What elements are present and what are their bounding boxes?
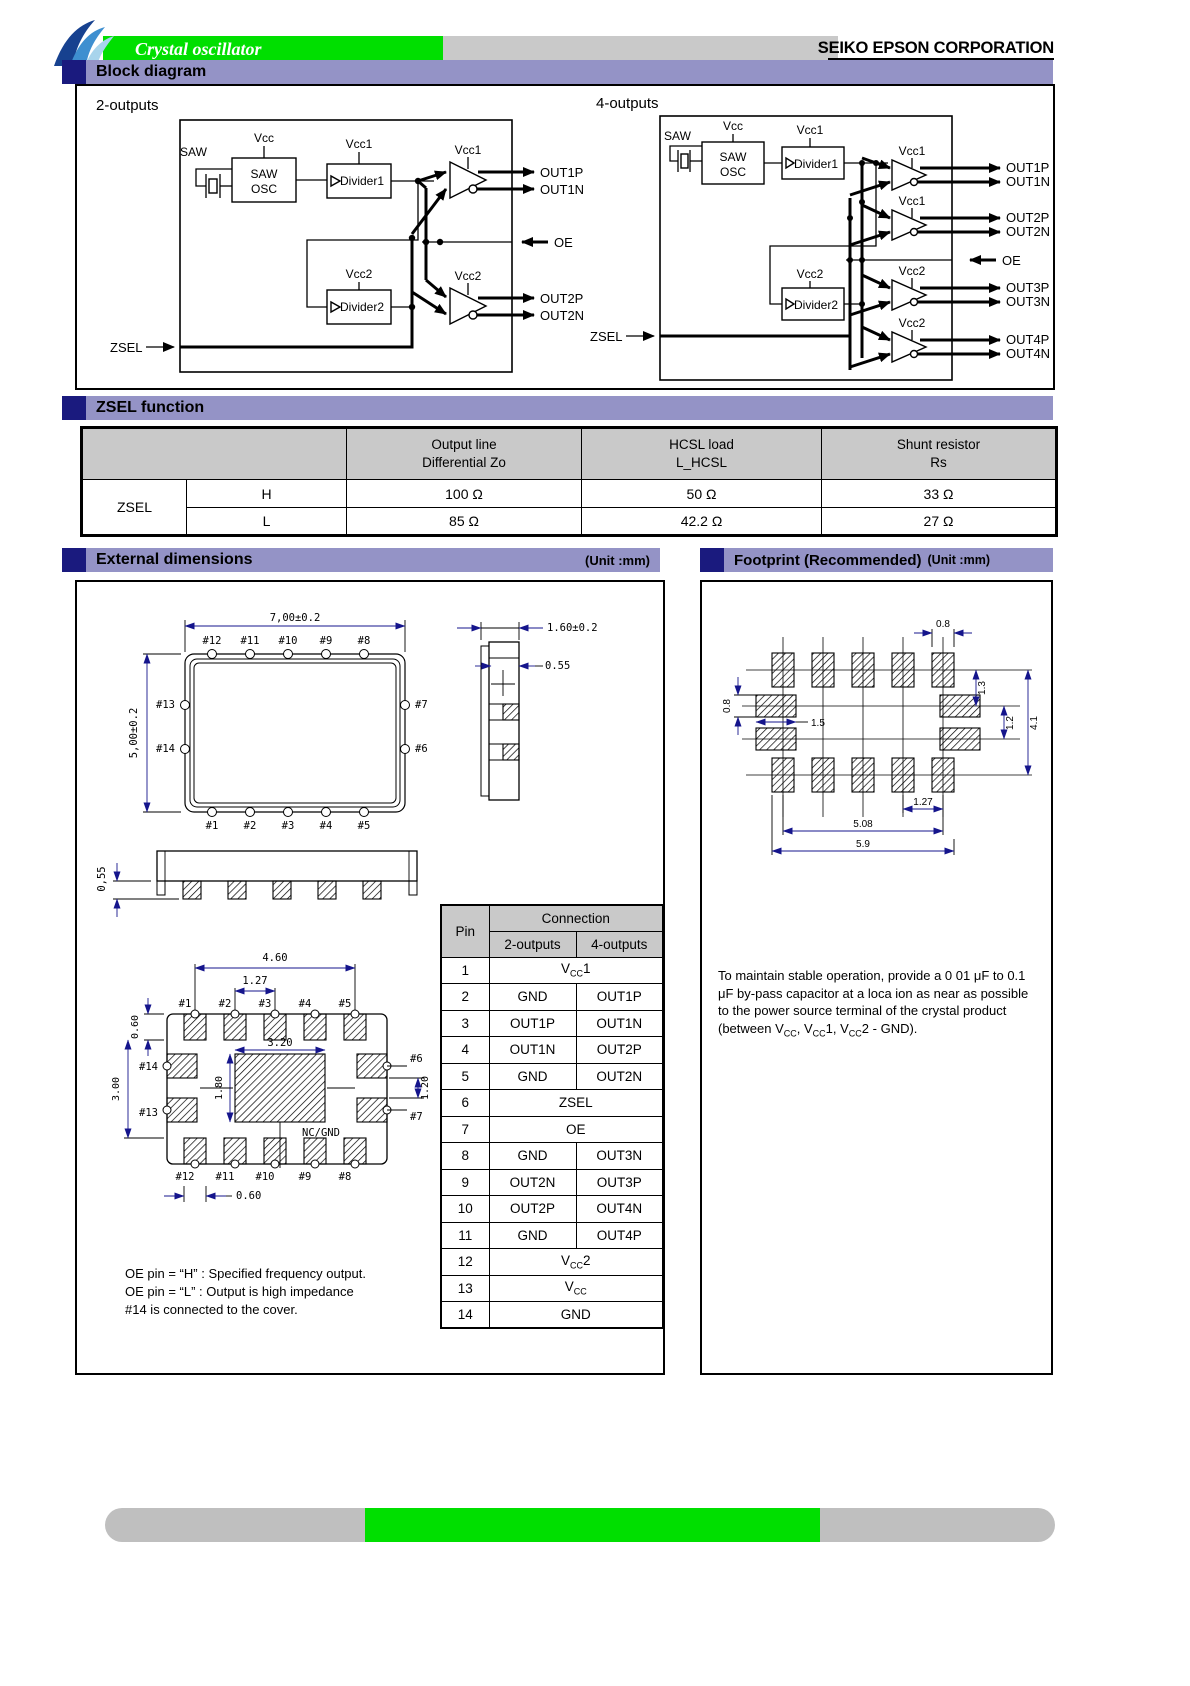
pin-connection-shared: GND [489, 1302, 663, 1329]
company-name: SEIKO EPSON CORPORATION [828, 30, 1054, 60]
pin-connection-shared: $V_{CC}2$ [489, 1249, 663, 1276]
pin-connection-4out: OUT2P [576, 1037, 663, 1064]
pin-label: #2 [243, 820, 257, 832]
pin-connection-4out: OUT3P [576, 1169, 663, 1196]
vcc2-label: Vcc2 [345, 267, 373, 281]
note-line: OE pin = “H” : Specified frequency output. [125, 1266, 366, 1281]
pin-table-row [441, 1010, 663, 1037]
pin-connection-shared: $V_{CC}$ [489, 1275, 663, 1302]
dim-label: 1.3 [977, 681, 988, 695]
pin-connection-2out: OUT2N [489, 1169, 576, 1196]
output-buffer1 [892, 144, 1050, 190]
pin-label: #3 [258, 998, 272, 1010]
package-side-view-drawing [447, 600, 647, 840]
vcc1-label: Vcc1 [345, 137, 373, 151]
pin-connection-4out: OUT1N [576, 1010, 663, 1037]
zsel-label: ZSEL [590, 329, 623, 344]
zsel-row-label: ZSEL [82, 480, 187, 536]
pin-label: #9 [319, 635, 333, 647]
block-diagram-panel [75, 84, 1055, 390]
unit-label: (Unit :mm) [927, 553, 990, 567]
section-bar-block-diagram [62, 60, 1053, 84]
saw-crystal-icon [670, 146, 702, 172]
pin-table-row [441, 1143, 663, 1170]
pin-number: 10 [441, 1196, 489, 1223]
dim-label: 5.08 [853, 819, 873, 830]
pin-connection-shared: OE [489, 1116, 663, 1143]
section-bar-zsel-function [62, 396, 1053, 420]
dim-label: 1.80 [214, 1075, 225, 1101]
zsel-rs-value: 33 Ω [822, 480, 1057, 508]
pin-connection-2out: GND [489, 1063, 576, 1090]
unit-label: (Unit :mm) [585, 552, 650, 568]
pin-number: 1 [441, 957, 489, 984]
section-square-icon [62, 548, 86, 572]
saw-label: SAW [180, 145, 207, 159]
dim-label: 5.9 [856, 839, 870, 850]
dim-label: 1.27 [913, 797, 933, 808]
package-edge-notches [181, 650, 410, 817]
pin-table-row [441, 984, 663, 1011]
zsel-label: ZSEL [110, 340, 143, 355]
pin-label: #5 [338, 998, 352, 1010]
pin-connection-4out: OUT4P [576, 1222, 663, 1249]
pin-table-row [441, 1090, 663, 1117]
out2p-label: OUT2P [540, 291, 584, 306]
pin-number: 8 [441, 1143, 489, 1170]
pin-number: 7 [441, 1116, 489, 1143]
zsel-rs-value: 27 Ω [822, 508, 1057, 536]
footer-green-section [365, 1508, 820, 1542]
col-header-pin: Pin [441, 905, 489, 957]
pin-label: #6 [410, 1053, 423, 1065]
pin-label: #14 [139, 1061, 158, 1073]
col-header-4outputs: 4-outputs [576, 931, 663, 957]
dim-label: 0.8 [936, 619, 950, 630]
product-title: Crystal oscillator [135, 38, 262, 59]
saw-osc-label: SAW [719, 150, 747, 164]
section-title: Footprint (Recommended) [734, 551, 922, 569]
header-brand-bar [103, 36, 443, 62]
saw-osc-label: OSC [250, 182, 278, 196]
pin-table-row [441, 1196, 663, 1223]
out1p-label: OUT1P [540, 165, 584, 180]
buffer-vcc-label: Vcc2 [898, 264, 926, 278]
divider1-label: Divider1 [339, 174, 385, 188]
pin-number: 14 [441, 1302, 489, 1329]
section-title: Block diagram [96, 63, 207, 80]
package-top-view-drawing [97, 608, 442, 843]
center-pad-label: NC/GND [302, 1127, 340, 1139]
note-line: OE pin = “L” : Output is high impedance [125, 1284, 354, 1300]
divider1-label: Divider1 [793, 157, 839, 171]
vcc-label: Vcc [722, 119, 744, 133]
pin-connection-4out: OUT4N [576, 1196, 663, 1223]
zsel-zo-value: 85 Ω [347, 508, 582, 536]
dim-label: 1.27 [242, 975, 268, 987]
out4n-label: OUT4N [1006, 346, 1051, 361]
pin-connection-shared: ZSEL [489, 1090, 663, 1117]
zsel-level: L [187, 508, 347, 536]
pin-table-row [441, 1037, 663, 1064]
zsel-load-value: 50 Ω [582, 480, 822, 508]
dim-label: 0.55 [545, 660, 571, 672]
divider2-label: Divider2 [793, 298, 839, 312]
footprint-drawing [708, 617, 1048, 927]
col-header-2outputs: 2-outputs [489, 931, 576, 957]
pin-label: #8 [357, 635, 371, 647]
pin-label: #4 [298, 998, 312, 1010]
pin-table-row [441, 1169, 663, 1196]
out3p-label: OUT3P [1006, 280, 1050, 295]
buffer-vcc-label: Vcc1 [898, 194, 926, 208]
dim-label: 3.00 [111, 1076, 122, 1102]
section-square-icon [700, 548, 724, 572]
oe-notes [125, 1265, 366, 1320]
pin-label: #11 [240, 635, 260, 647]
pin-connection-2out: GND [489, 1222, 576, 1249]
section-title: External dimensions [96, 551, 253, 568]
pin-label: #4 [319, 820, 333, 832]
pin-label: #5 [357, 820, 371, 832]
dim-label: 0.8 [722, 699, 733, 713]
pin-label: #8 [338, 1171, 352, 1183]
dim-label: 0,55 [96, 866, 108, 892]
pin-number: 9 [441, 1169, 489, 1196]
signal-crossover-wires [180, 172, 446, 347]
buffer2-vcc-label: Vcc2 [454, 269, 482, 283]
pin-number: 13 [441, 1275, 489, 1302]
dim-label: 5,00±0.2 [128, 707, 140, 759]
block-diagram-4-outputs [582, 90, 1052, 390]
bypass-capacitor-note: To maintain stable operation, provide a 0 01 μF to 0.1 μF by-pass capacitor at a loca ion as near as possible to the power source terminal of the crystal product (between $V_{CC}$, $V_{CC}1$, $V_{CC}2 - GND$). [718, 968, 1029, 1039]
buffer-vcc-label: Vcc1 [898, 144, 926, 158]
pin-label: #1 [178, 998, 192, 1010]
divider2-label: Divider2 [339, 300, 385, 314]
dim-label: 1.60±0.2 [547, 622, 598, 634]
pin-label: #7 [415, 699, 428, 711]
pin-connection-2out: OUT1P [489, 1010, 576, 1037]
pin-connection-shared: $V_{CC}1$ [489, 957, 663, 984]
out2n-label: OUT2N [540, 308, 585, 323]
dim-label: 1.2 [1005, 716, 1016, 730]
vcc2-label: Vcc2 [796, 267, 824, 281]
oe-label: OE [554, 235, 573, 250]
pin-connection-2out: OUT2P [489, 1196, 576, 1223]
saw-crystal-icon [196, 169, 232, 198]
pin-number: 2 [441, 984, 489, 1011]
pin-number: 12 [441, 1249, 489, 1276]
pin-label: #13 [156, 699, 175, 711]
pin-label: #12 [175, 1171, 195, 1183]
pin-label: #11 [215, 1171, 235, 1183]
col-header-hcsl-load: HCSL load L_HCSL [582, 428, 822, 480]
pin-connection-4out: OUT2N [576, 1063, 663, 1090]
pin-connection-table [440, 904, 664, 1329]
section-square-icon [62, 60, 86, 84]
pin-table-row [441, 1063, 663, 1090]
pin-connection-2out: GND [489, 1143, 576, 1170]
pin-label: #6 [415, 743, 428, 755]
dim-label: 4.1 [1029, 716, 1040, 730]
out1p-label: OUT1P [1006, 160, 1050, 175]
out2n-label: OUT2N [1006, 224, 1051, 239]
dim-label: 3.20 [267, 1037, 293, 1049]
section-title: ZSEL function [96, 399, 205, 416]
out2p-label: OUT2P [1006, 210, 1050, 225]
dim-label: 1.20 [420, 1075, 431, 1101]
saw-osc-label: SAW [250, 167, 278, 181]
dim-label: 0.60 [130, 1014, 141, 1040]
pin-connection-2out: GND [489, 984, 576, 1011]
zsel-function-table [80, 426, 1058, 537]
vcc1-label: Vcc1 [796, 123, 824, 137]
pin-label: #14 [156, 743, 175, 755]
footprint-panel [700, 580, 1053, 1375]
header-gray-strip [443, 36, 838, 62]
pin-label: #7 [410, 1111, 423, 1123]
external-dimensions-panel [75, 580, 665, 1375]
out1n-label: OUT1N [1006, 174, 1051, 189]
section-square-icon [62, 396, 86, 420]
note-line: #14 is connected to the cover. [125, 1302, 298, 1318]
pin-label: #10 [278, 635, 298, 647]
diagram-title: 4-outputs [596, 95, 659, 112]
col-header-connection: Connection [489, 905, 663, 931]
pin-table-row [441, 1275, 663, 1302]
package-profile-view-drawing [87, 837, 447, 932]
pin-table-row [441, 1302, 663, 1329]
output-buffer3 [892, 264, 1050, 310]
output-buffer4 [892, 316, 1050, 362]
pin-table-row [441, 1116, 663, 1143]
section-bar-footprint [700, 548, 1053, 572]
zsel-level: H [187, 480, 347, 508]
dim-label: 1.5 [811, 718, 825, 729]
buffer1-vcc-label: Vcc1 [454, 143, 482, 157]
zsel-load-value: 42.2 Ω [582, 508, 822, 536]
pin-number: 5 [441, 1063, 489, 1090]
pin-table-row [441, 1249, 663, 1276]
pin-label: #2 [218, 998, 232, 1010]
dim-label: 7,00±0.2 [269, 612, 321, 624]
pin-table-row [441, 957, 663, 984]
diagram-title: 2-outputs [96, 97, 159, 114]
zsel-zo-value: 100 Ω [347, 480, 582, 508]
pin-connection-4out: OUT1P [576, 984, 663, 1011]
dim-label: 4.60 [262, 952, 288, 964]
out3n-label: OUT3N [1006, 294, 1051, 309]
pin-connection-2out: OUT1N [489, 1037, 576, 1064]
pin-connection-4out: OUT3N [576, 1143, 663, 1170]
footprint-pads [756, 653, 980, 792]
pin-label: #13 [139, 1107, 158, 1119]
oe-label: OE [1002, 253, 1021, 268]
col-header-output-line: Output line Differential Zo [347, 428, 582, 480]
vcc-label: Vcc [253, 131, 275, 145]
saw-osc-label: OSC [719, 165, 747, 179]
pin-number: 3 [441, 1010, 489, 1037]
signal-crossover-wires [660, 158, 890, 370]
pin-label: #3 [281, 820, 295, 832]
block-diagram-2-outputs [82, 90, 602, 390]
pin-number: 4 [441, 1037, 489, 1064]
section-bar-external-dimensions [62, 548, 660, 572]
pin-label: #12 [202, 635, 222, 647]
output-buffer2 [892, 194, 1050, 240]
pin-label: #10 [255, 1171, 275, 1183]
pin-number: 11 [441, 1222, 489, 1249]
saw-label: SAW [664, 129, 691, 143]
pin-number: 6 [441, 1090, 489, 1117]
package-bottom-view-drawing [102, 950, 432, 1250]
zsel-header-empty [82, 428, 347, 480]
out4p-label: OUT4P [1006, 332, 1050, 347]
pin-label: #9 [298, 1171, 312, 1183]
col-header-shunt-resistor: Shunt resistor Rs [822, 428, 1057, 480]
buffer-vcc-label: Vcc2 [898, 316, 926, 330]
land-pads [163, 1010, 391, 1168]
dim-label: 0.60 [236, 1190, 262, 1202]
pin-table-row [441, 1222, 663, 1249]
pin-label: #1 [205, 820, 219, 832]
out1n-label: OUT1N [540, 182, 585, 197]
